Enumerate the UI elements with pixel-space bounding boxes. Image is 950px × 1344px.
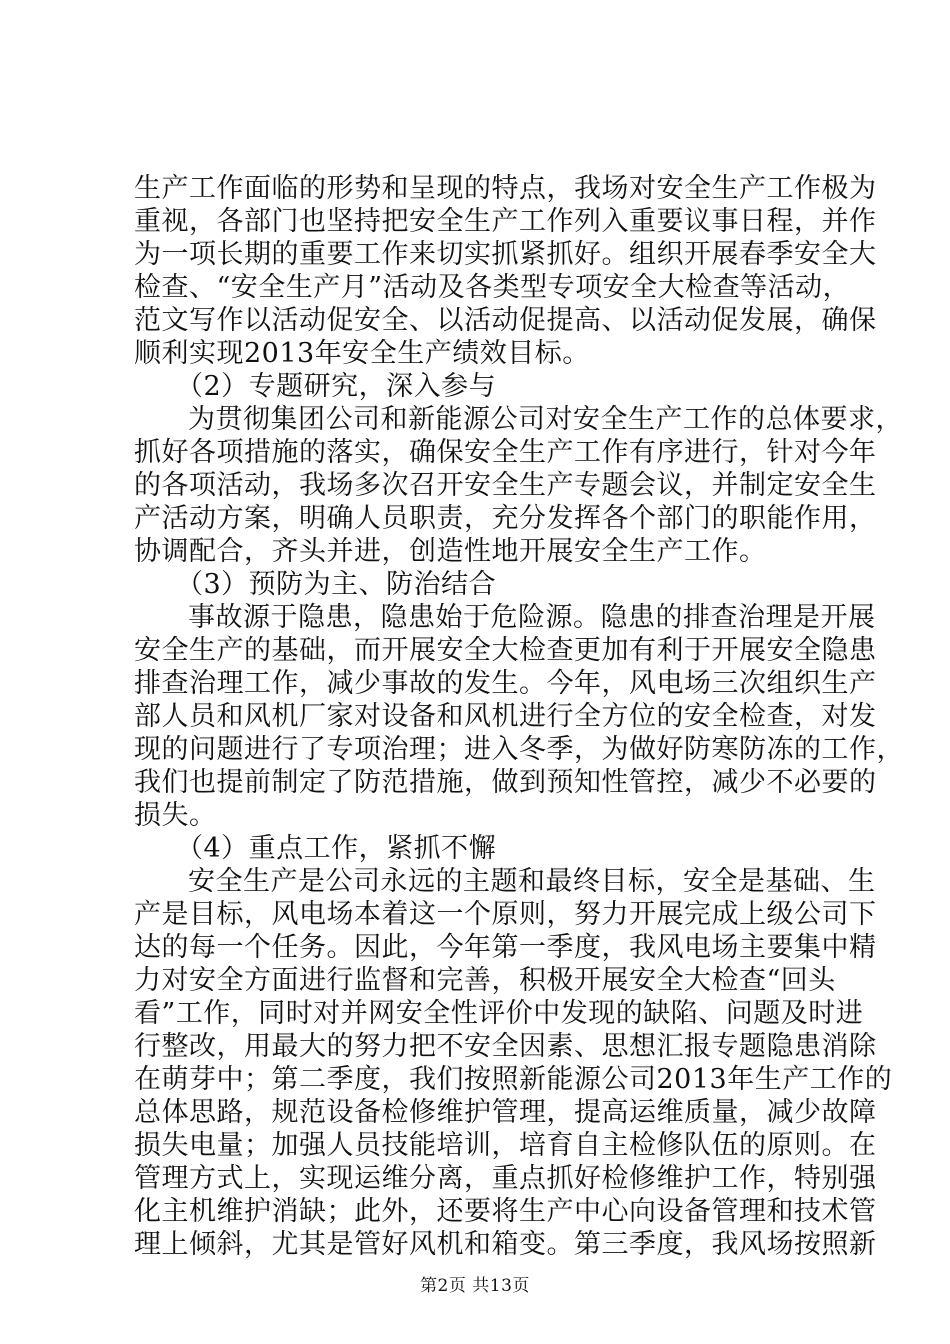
paragraph-line: 重视，各部门也坚持把安全生产工作列入重要议事日程，并作 (134, 206, 877, 237)
paragraph-line: 理上倾斜，尤其是管好风机和箱变。第三季度，我风场按照新 (134, 1229, 877, 1260)
section-heading: （4）重点工作，紧抓不懈 (176, 833, 497, 864)
paragraph-line: 为一项长期的重要工作来切实抓紧抓好。组织开展春季安全大 (134, 239, 877, 270)
section-heading: （3）预防为主、防治结合 (176, 569, 497, 600)
paragraph-line: 我们也提前制定了防范措施，做到预知性管控，减少不必要的 (134, 767, 877, 798)
paragraph-line: 总体思路，规范设备检修维护管理，提高运维质量，减少故障 (134, 1097, 877, 1128)
paragraph-line: 在萌芽中；第二季度，我们按照新能源公司2013年生产工作的 (134, 1064, 893, 1095)
paragraph-line: 协调配合，齐头并进，创造性地开展安全生产工作。 (134, 536, 767, 567)
paragraph-line: 产活动方案，明确人员职责，充分发挥各个部门的职能作用， (134, 503, 877, 534)
paragraph-line: 生产工作面临的形势和呈现的特点，我场对安全生产工作极为 (134, 173, 877, 204)
section-heading: （2）专题研究，深入参与 (176, 371, 497, 402)
paragraph-line: 看”工作，同时对并网安全性评价中发现的缺陷、问题及时进 (134, 998, 864, 1029)
page-number-footer: 第2页 共13页 (420, 1276, 530, 1296)
paragraph-line: 现的问题进行了专项治理；进入冬季，为做好防寒防冻的工作， (134, 734, 904, 765)
paragraph-line: 范文写作以活动促安全、以活动促提高、以活动促发展，确保 (134, 305, 877, 336)
paragraph-line: 抓好各项措施的落实，确保安全生产工作有序进行，针对今年 (134, 437, 877, 468)
paragraph-first-line: 事故源于隐患，隐患始于危险源。隐患的排查治理是开展 (188, 602, 876, 633)
document-body (134, 172, 904, 1261)
paragraph-line: 达的每一个任务。因此，今年第一季度，我风电场主要集中精 (134, 932, 877, 963)
paragraph-line: 产是目标，风电场本着这一个原则，努力开展完成上级公司下 (134, 899, 877, 930)
paragraph-line: 损失。 (134, 800, 217, 831)
paragraph-line: 损失电量；加强人员技能培训，培育自主检修队伍的原则。在 (134, 1130, 877, 1161)
paragraph-first-line: 为贯彻集团公司和新能源公司对安全生产工作的总体要求， (188, 404, 903, 435)
paragraph-line: 排查治理工作，减少事故的发生。今年，风电场三次组织生产 (134, 668, 877, 699)
paragraph-line: 行整改，用最大的努力把不安全因素、思想汇报专题隐患消除 (134, 1031, 877, 1062)
paragraph-line: 顺利实现2013年安全生产绩效目标。 (134, 338, 590, 369)
paragraph-line: 检查、“安全生产月”活动及各类型专项安全大检查等活动， (134, 272, 851, 303)
paragraph-line: 力对安全方面进行监督和完善，积极开展安全大检查“回头 (134, 965, 836, 996)
paragraph-line: 部人员和风机厂家对设备和风机进行全方位的安全检查，对发 (134, 701, 877, 732)
paragraph-line: 的各项活动，我场多次召开安全生产专题会议，并制定安全生 (134, 470, 877, 501)
paragraph-line: 化主机维护消缺；此外，还要将生产中心向设备管理和技术管 (134, 1196, 877, 1227)
paragraph-line: 安全生产的基础，而开展安全大检查更加有利于开展安全隐患 (134, 635, 877, 666)
paragraph-line: 管理方式上，实现运维分离，重点抓好检修维护工作，特别强 (134, 1163, 877, 1194)
paragraph-first-line: 安全生产是公司永远的主题和最终目标，安全是基础、生 (188, 866, 876, 897)
